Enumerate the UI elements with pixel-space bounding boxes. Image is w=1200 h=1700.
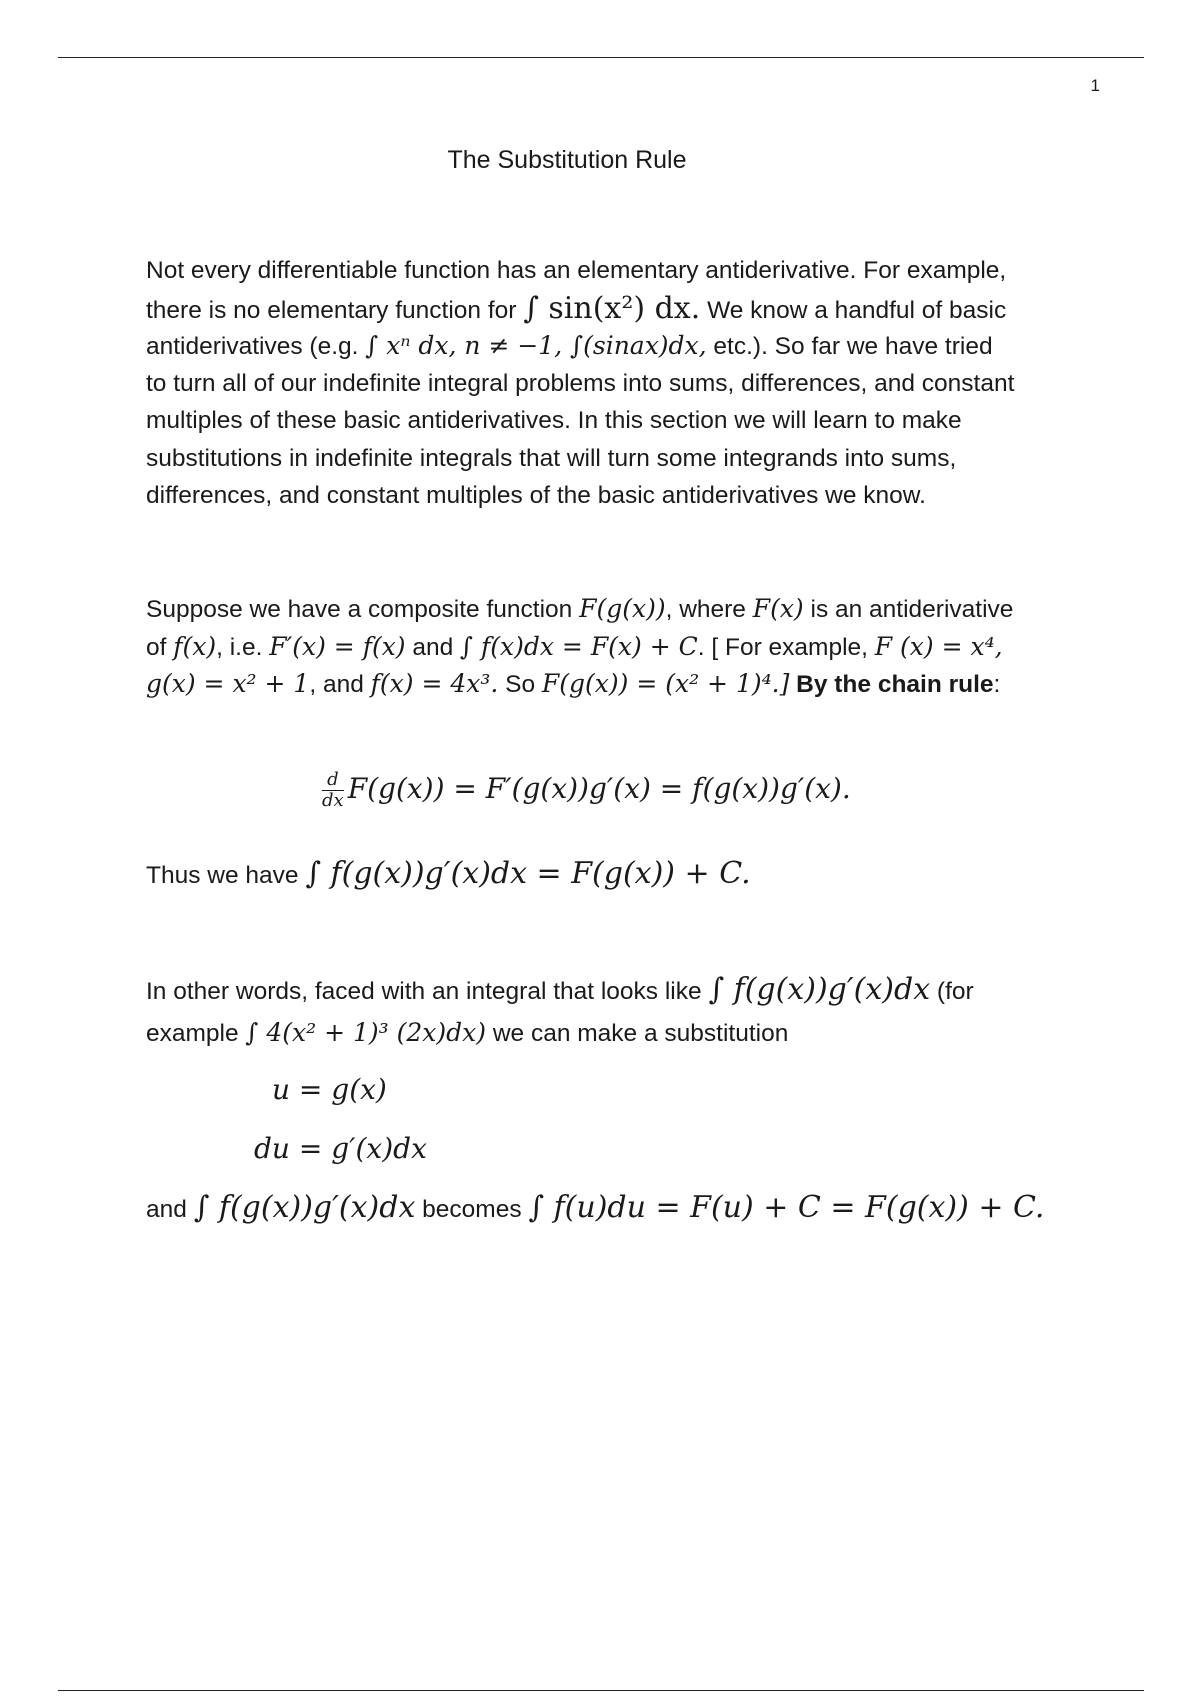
text: example [146,1020,246,1047]
text: We know a handful of basic [700,296,1007,324]
substitution-u: u = g(x) [272,1073,387,1106]
math-basic-antiderivatives: ∫ xⁿ dx, n ≠ −1, ∫(sinax)dx, [365,331,707,360]
text: : [993,671,1001,698]
text: In other words, faced with an integral that looks like [146,978,709,1005]
intro-line-4: to turn all of our indefinite integral problems into sums, differences, and constant [146,369,1015,397]
fraction-numerator: d [322,770,344,791]
final-line [146,1189,1096,1229]
math: F(g(x)) [579,594,666,623]
paragraph-composite [146,590,1096,703]
other-words-line-2 [146,1014,1096,1052]
math: ∫ f(x)dx = F(x) + C [460,631,698,661]
text: Thus we have [146,862,306,889]
math: F′(x) = f(x) [269,631,406,661]
paragraph-intro [146,252,1096,515]
math: g(x) = x² + 1 [146,669,310,698]
intro-line-3 [146,327,1096,365]
other-words-line-1 [146,971,1096,1014]
intro-line-7: differences, and constant multiples of the basic antiderivatives we know. [146,482,926,509]
bold-text: By the chain rule [789,671,994,698]
text: and [405,633,461,661]
bottom-rule [58,1690,1144,1691]
math-sin-integral: ∫ sin(x²) dx. [523,290,701,326]
math: f(x) = 4x³. [370,669,499,698]
math: ∫ f(g(x))g′(x)dx [193,1190,416,1225]
text: (for [930,978,974,1005]
text: becomes [415,1196,529,1223]
math: f(x) [173,631,217,661]
math: ∫ f(u)du = F(u) + C = F(g(x)) + C. [528,1190,1045,1225]
fraction-denominator: dx [322,790,344,811]
substitution-du: du = g′(x)dx [254,1132,427,1165]
text: . [ For example, [697,633,875,661]
math-thus-integral: ∫ f(g(x))g′(x)dx = F(g(x)) + C. [305,856,751,891]
intro-line-1: Not every differentiable function has an elementary antiderivative. For example, [146,257,1007,284]
top-rule [58,57,1144,58]
text: etc.). So far we have tried [706,333,993,360]
paragraph-other-words [146,971,1096,1052]
intro-line-5: multiples of these basic antiderivatives. In this section we will learn to make [146,407,962,434]
thus-line [146,855,1096,895]
text: there is no elementary function for [146,296,524,324]
text: , i.e. [216,633,270,661]
page-title: The Substitution Rule [447,146,687,174]
math: F(x) [752,594,804,623]
intro-line-6: substitutions in indefinite integrals that will turn some integrands into sums, [146,444,957,472]
text: and [146,1196,194,1223]
math: F (x) = x⁴, [874,631,1003,661]
math: ∫ 4(x² + 1)³ (2x)dx) [245,1018,487,1047]
text: Suppose we have a composite function [146,596,580,623]
text: is an antiderivative [803,596,1014,623]
math: F(g(x)) = (x² + 1)⁴.] [541,669,790,698]
text: antiderivatives (e.g. [146,333,366,360]
chain-rule-equation [322,770,851,811]
text: , and [309,671,371,698]
composite-line-1 [146,590,1096,628]
derivative-operator [322,770,344,811]
text: we can make a substitution [486,1020,789,1047]
composite-line-2 [146,628,1096,666]
intro-line-2 [146,290,1096,328]
chain-rule-expression: F(g(x)) = F′(g(x))g′(x) = f(g(x))g′(x). [347,772,851,805]
text: , where [665,596,753,623]
text: So [498,671,542,698]
math: ∫ f(g(x))g′(x)dx [708,972,931,1007]
page-number: 1 [1090,76,1100,95]
text: of [146,633,174,661]
composite-line-3 [146,665,1096,703]
